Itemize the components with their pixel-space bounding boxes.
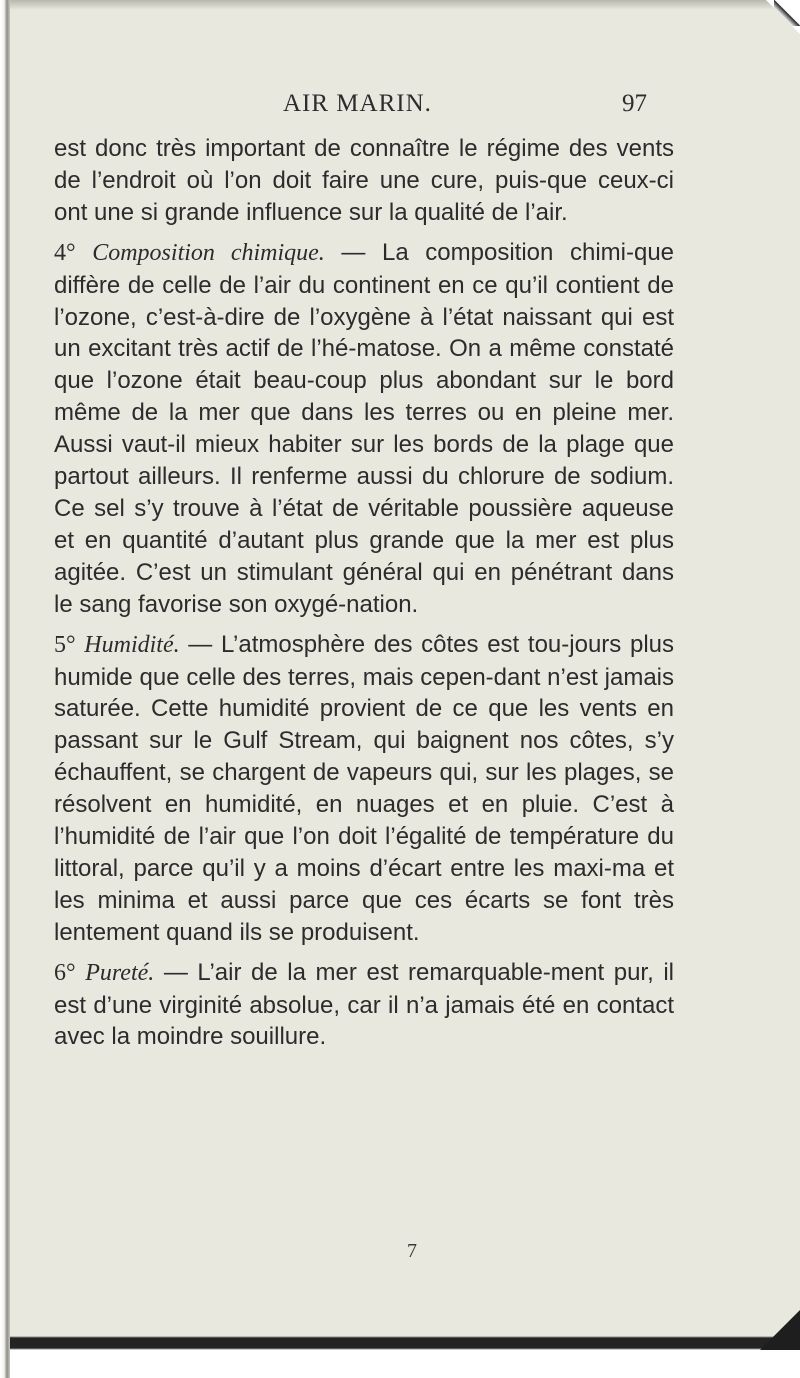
paragraph-text: — L’atmosphère des côtes est tou-jours plus humide que celle des terres, mais cepen-dant n’est jamais saturée. Cette humidité provient de ce que les vents en passant sur le Gulf Stream, qui baignent nos côtes, s’y échauffent, se chargent de vapeurs qui, sur les plages, se résolvent en humidité, en nuages et en pluie. C’est à l’humidité de l’air que l’on doit l’égalité de température du littoral, parce qu’il y a moins d’écart entre les maxi-ma et les minima et aussi parce que ces écarts se font très lentement quand ils se produisent. bbox=[54, 630, 674, 946]
page-bottom-edge bbox=[10, 1328, 800, 1378]
section-title: Composition chimique. bbox=[92, 239, 325, 266]
page-top-shadow bbox=[10, 0, 800, 10]
printer-signature-mark: 7 bbox=[407, 1240, 417, 1262]
page-left-edge bbox=[0, 0, 10, 1378]
top-right-corner-shadow bbox=[774, 0, 800, 26]
paragraph-text: est donc très important de connaître le régime des vents de l’endroit où l’on doit faire une cure, puis-que ceux-ci ont une si grande influence sur la qualité de l’air. bbox=[54, 135, 674, 226]
body-text bbox=[54, 133, 674, 1061]
section-number: 6° bbox=[54, 959, 76, 986]
section-number: 5° bbox=[54, 631, 76, 658]
bottom-right-corner-fold bbox=[760, 1310, 800, 1350]
paragraph-composition-chimique bbox=[54, 237, 674, 621]
paragraph-vents bbox=[54, 133, 674, 229]
running-header bbox=[10, 90, 800, 124]
section-title: Pureté. bbox=[85, 959, 155, 986]
running-title: AIR MARIN. bbox=[283, 90, 432, 117]
page-number: 97 bbox=[622, 90, 647, 117]
paragraph-humidite bbox=[54, 629, 674, 949]
paragraph-text: — L’air de la mer est remarquable-ment pur, il est d’une virginité absolue, car il n’a jamais été en contact avec la moindre souillure. bbox=[54, 958, 674, 1051]
paragraph-purete bbox=[54, 957, 674, 1054]
section-number: 4° bbox=[54, 239, 76, 266]
section-title: Humidité. bbox=[84, 631, 180, 658]
paragraph-text: — La composition chimi-que diffère de celle de l’air du continent en ce qu’il contient de l’ozone, c’est-à-dire de l’oxygène à l’état naissant qui est un excitant très actif de l’hé-matose. On a même constaté que l’ozone était beau-coup plus abondant sur le bord même de la mer que dans les terres ou en pleine mer. Aussi vaut-il mieux habiter sur les bords de la plage que partout ailleurs. Il renferme aussi du chlorure de sodium. Ce sel s’y trouve à l’état de véritable poussière aqueuse et en quantité d’autant plus grande que la mer est plus agitée. C’est un stimulant général qui en pénétrant dans le sang favorise son oxygé-nation. bbox=[54, 238, 675, 618]
